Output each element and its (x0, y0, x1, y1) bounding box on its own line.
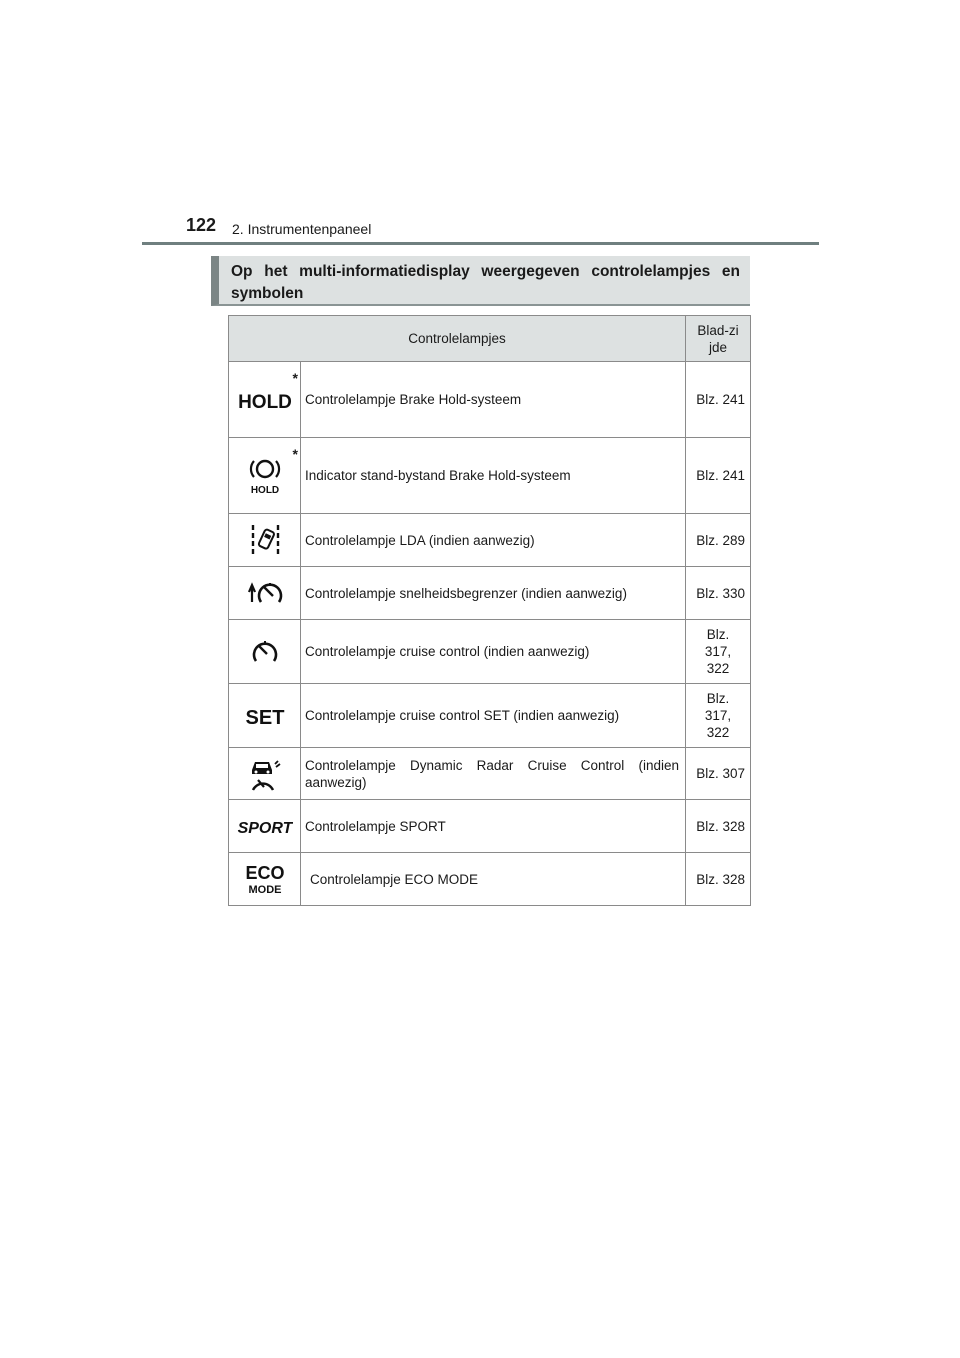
page-reference: Blz. 241 (686, 362, 751, 438)
description-cell: Controlelampje cruise control SET (indien aanwezig) (301, 684, 686, 748)
page-reference: Blz. 307 (686, 748, 751, 800)
description-cell: Controlelampje cruise control (indien aanwezig) (301, 620, 686, 684)
icon-cell (229, 800, 301, 853)
page-reference: Blz. 328 (686, 853, 751, 906)
hold-text-icon (237, 387, 293, 413)
radar-cruise-icon (245, 756, 285, 792)
table-row (229, 438, 751, 514)
icon-cell (229, 438, 301, 514)
page-reference-text: Blz. 317, 322 (704, 627, 732, 676)
description-cell: Controlelampje ECO MODE (301, 853, 686, 906)
icon-cell (229, 748, 301, 800)
page-reference: Blz. 289 (686, 514, 751, 567)
speed-limiter-icon (245, 578, 285, 608)
icon-cell (229, 514, 301, 567)
column-header-lamps: Controlelampjes (229, 316, 686, 362)
table-row (229, 684, 751, 748)
icon-cell (229, 853, 301, 906)
svg-text:SET: SET (245, 706, 284, 729)
cruise-control-icon (250, 638, 280, 666)
column-header-page-label: Blad-zijde (697, 322, 739, 355)
lane-departure-icon (247, 523, 283, 557)
sport-text-icon (237, 814, 293, 838)
table-row (229, 620, 751, 684)
icon-cell (229, 684, 301, 748)
set-text-icon (240, 703, 290, 729)
column-header-page (686, 316, 751, 362)
icon-cell (229, 567, 301, 620)
svg-text:MODE: MODE (248, 884, 281, 896)
svg-text:SPORT: SPORT (237, 820, 292, 837)
table-row (229, 362, 751, 438)
icon-cell (229, 620, 301, 684)
svg-text:HOLD: HOLD (237, 391, 292, 413)
description-cell: Indicator stand-bystand Brake Hold-systeem (301, 438, 686, 514)
description-cell: Controlelampje SPORT (301, 800, 686, 853)
indicator-table (228, 315, 751, 906)
table-header-row (229, 316, 751, 362)
table-row (229, 748, 751, 800)
section-heading: Op het multi-informatiedisplay weergegeven controlelampjes en symbolen (211, 256, 750, 306)
eco-mode-icon (243, 862, 287, 896)
asterisk-mark: * (292, 370, 298, 386)
page-reference-text: Blz. 317, 322 (704, 691, 732, 740)
page-number: 122 (186, 215, 217, 235)
page-reference (686, 684, 751, 748)
description-cell: Controlelampje LDA (indien aanwezig) (301, 514, 686, 567)
page-reference: Blz. 330 (686, 567, 751, 620)
brake-hold-standby-icon (245, 456, 285, 496)
svg-text:ECO: ECO (244, 863, 285, 883)
description-cell: Controlelampje snelheidsbegrenzer (indien aanwezig) (301, 567, 686, 620)
page-reference (686, 620, 751, 684)
description-cell: Controlelampje Brake Hold-systeem (301, 362, 686, 438)
chapter-title: 2. Instrumentenpaneel (232, 221, 372, 237)
svg-text:HOLD: HOLD (250, 484, 279, 496)
page-reference: Blz. 328 (686, 800, 751, 853)
header-rule (142, 242, 819, 245)
icon-cell (229, 362, 301, 438)
table-row (229, 514, 751, 567)
asterisk-mark: * (292, 446, 298, 462)
table-row (229, 853, 751, 906)
description-cell: Controlelampje Dynamic Radar Cruise Control (indien aanwezig) (301, 748, 686, 800)
table-row (229, 800, 751, 853)
table-row (229, 567, 751, 620)
page-reference: Blz. 241 (686, 438, 751, 514)
